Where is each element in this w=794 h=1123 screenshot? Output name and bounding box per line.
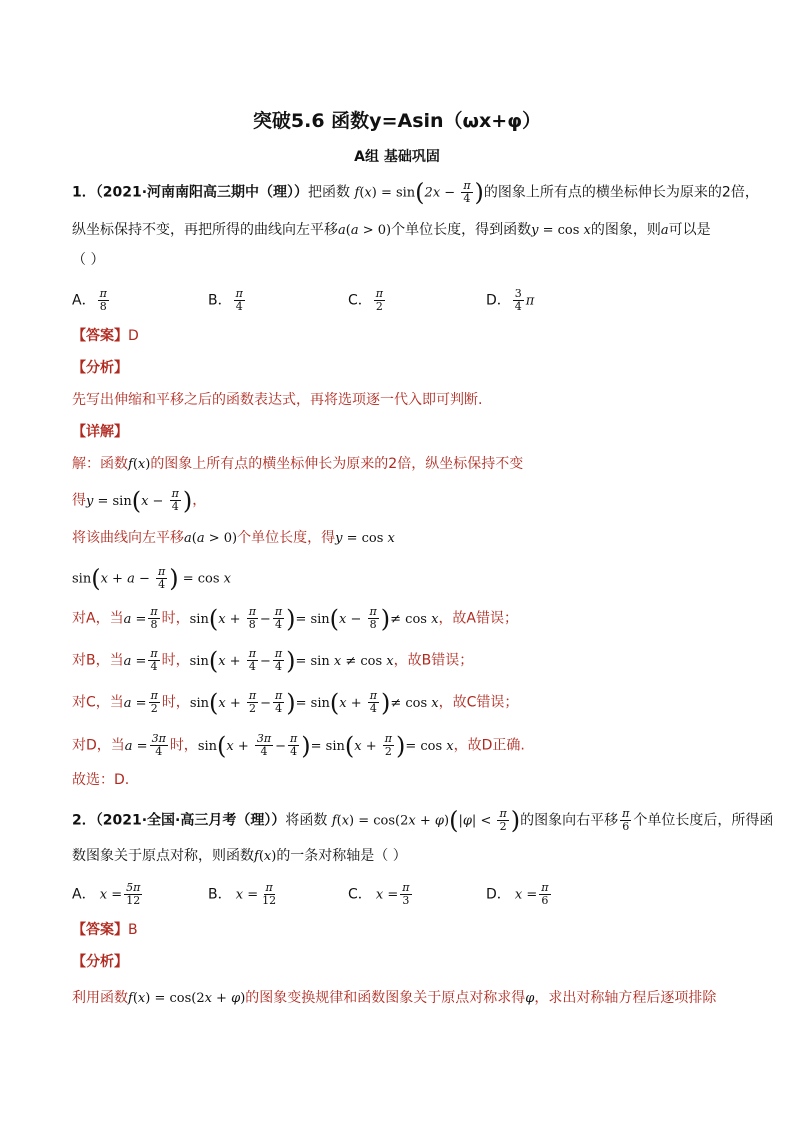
q1-analysis-text: 先写出伸缩和平移之后的函数表达式，再将选项逐一代入即可判断. (72, 392, 483, 408)
q2-stem-line1: 2．（2021·全国·高三月考（理））将函数 f(x) = cos(2x + φ)(|φ| < $\frac{\pi}{2}$ )的图象向右平移 $\frac{\pi}{6}$ 个单位长度后，所得函 (72, 806, 774, 835)
q2-option-c: C． x = $\frac{\pi}{3}$ (348, 881, 410, 907)
page-title: 突破5.6 函数y=Asin（ωx+φ） (252, 110, 542, 132)
q1-analysis-label: 【分析】 (72, 360, 128, 376)
q2-option-b: B． x = $\frac{\pi}{12}$ (208, 881, 277, 907)
q1-option-b: B． $\frac{\pi}{4}$ (208, 287, 243, 313)
q1-detail-line3: 将该曲线向左平移a(a > 0)个单位长度，得y = cos x (72, 530, 395, 546)
q1-detail-line2: 得y = sin(x − $\frac{\pi}{4}$ )， (72, 486, 207, 515)
q1-choose: 故选：D. (72, 772, 130, 788)
q1-stem-line1: 1．（2021·河南南阳高三期中（理））把函数 f(x) = sin(2x − $\frac{\pi}{4}$ )的图象上所有点的横坐标伸长为原来的2倍， (72, 178, 759, 207)
q1-case-a: 对A，当a = $\frac{\pi}{8}$ 时，sin(x + $\frac{\pi}{8}$ − $\frac{\pi}{4}$ )= sin(x − $\frac{\pi}{8}$ )≠ cos x，故A错误； (72, 604, 519, 633)
q1-stem-line2: 纵坐标保持不变，再把所得的曲线向左平移a(a > 0)个单位长度，得到函数y = cos x的图象，则a可以是 (72, 222, 711, 238)
q1-detail-equation: sin(x + a − $\frac{\pi}{4}$ ) = cos x (72, 564, 231, 593)
q1-function-formula: f(x) = sin (354, 185, 416, 201)
q1-answer-blank: （ ） (72, 252, 105, 268)
q1-option-a: A． $\frac{\pi}{8}$ (72, 287, 107, 313)
q1-case-d: 对D，当a = $\frac{3\pi}{4}$ 时，sin(x + $\frac{3\pi}{4}$ − $\frac{\pi}{4}$ )= sin(x + $\frac{\pi}{2}$ )= cos x，故D正确. (72, 731, 525, 760)
q2-analysis-label: 【分析】 (72, 954, 128, 970)
q1-detail-label: 【详解】 (72, 424, 128, 440)
q2-analysis-text: 利用函数f(x) = cos(2x + φ)的图象变换规律和函数图象关于原点对称求得φ，求出对称轴方程后逐项排除 (72, 990, 717, 1006)
q2-option-d: D． x = $\frac{\pi}{6}$ (486, 881, 549, 907)
q1-case-b: 对B，当a = $\frac{\pi}{4}$ 时，sin(x + $\frac{\pi}{4}$ − $\frac{\pi}{4}$ )= sin x ≠ cos x，故B错误； (72, 646, 474, 675)
q2-option-a: A． x = $\frac{5\pi}{12}$ (72, 881, 141, 907)
q1-option-c: C． $\frac{\pi}{2}$ (348, 287, 384, 313)
q1-case-c: 对C，当a = $\frac{\pi}{2}$ 时，sin(x + $\frac{\pi}{2}$ − $\frac{\pi}{4}$ )= sin(x + $\frac{\pi}{4}$ )≠ cos x，故C错误； (72, 688, 519, 717)
q1-detail-line1: 解：函数f(x)的图象上所有点的横坐标伸长为原来的2倍，纵坐标保持不变 (72, 456, 524, 472)
q1-option-d: D． $\frac{3}{4}$ π (486, 287, 535, 313)
q1-answer: 【答案】D (72, 328, 139, 344)
group-heading: A组 基础巩固 (354, 149, 440, 165)
q2-answer: 【答案】B (72, 922, 138, 938)
q2-stem-line2: 数图象关于原点对称，则函数f(x)的一条对称轴是（ ） (72, 848, 407, 864)
